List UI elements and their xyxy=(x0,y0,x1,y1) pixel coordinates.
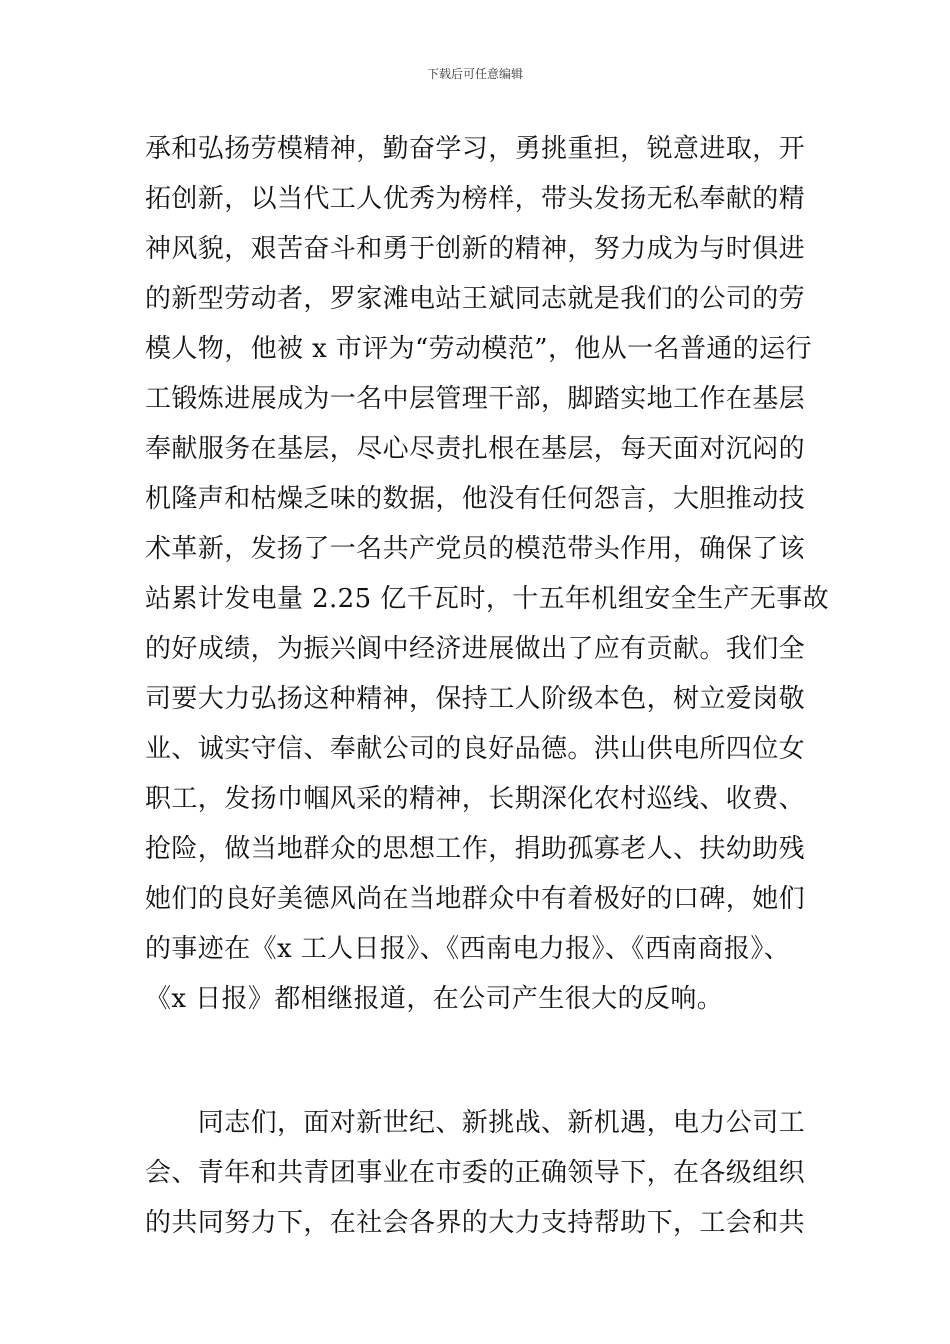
text-line: 抢险，做当地群众的思想工作，捐助孤寡老人、扶幼助残 xyxy=(145,834,806,864)
text-line: 同志们，面对新世纪、新挑战、新机遇，电力公司工 xyxy=(145,1108,806,1138)
text-line: 神风貌，艰苦奋斗和勇于创新的精神，努力成为与时俱进 xyxy=(145,234,806,264)
text-line: 承和弘扬劳模精神，勤奋学习，勇挑重担，锐意进取，开 xyxy=(145,134,806,164)
text-line: 拓创新，以当代工人优秀为榜样，带头发扬无私奉献的精 xyxy=(145,184,806,214)
text-line: 的好成绩，为振兴阆中经济进展做出了应有贡献。我们全 xyxy=(145,634,806,664)
text-line: 的新型劳动者，罗家滩电站王斌同志就是我们的公司的劳 xyxy=(145,284,806,314)
text-line: 业、诚实守信、奉献公司的良好品德。洪山供电所四位女 xyxy=(145,734,806,764)
text-line: 司要大力弘扬这种精神，保持工人阶级本色，树立爱岗敬 xyxy=(145,684,806,714)
text-line: 机隆声和枯燥乏味的数据，他没有任何怨言，大胆推动技 xyxy=(145,484,806,514)
text-line: 职工，发扬巾帼风采的精神，长期深化农村巡线、收费、 xyxy=(145,784,806,814)
text-line: 《x 日报》都相继报道，在公司产生很大的反响。 xyxy=(145,984,724,1014)
text-line: 站累计发电量 2.25 亿千瓦时，十五年机组安全生产无事故 xyxy=(145,584,830,614)
text-line: 术革新，发扬了一名共产党员的模范带头作用，确保了该 xyxy=(145,534,806,564)
text-line: 工锻炼进展成为一名中层管理干部，脚踏实地工作在基层 xyxy=(145,384,806,414)
text-line: 的事迹在《x 工人日报》、《西南电力报》、《西南商报》、 xyxy=(145,934,791,964)
page-header: 下载后可任意编辑 xyxy=(426,67,523,81)
paragraph-1 xyxy=(145,124,835,1024)
text-line: 会、青年和共青团事业在市委的正确领导下，在各级组织 xyxy=(145,1158,806,1188)
paragraph-2 xyxy=(145,1098,835,1248)
text-line: 模人物，他被 x 市评为“劳动模范”，他从一名普通的运行 xyxy=(145,334,812,364)
text-line: 她们的良好美德风尚在当地群众中有着极好的口碑，她们 xyxy=(145,884,806,914)
text-line: 的共同努力下，在社会各界的大力支持帮助下，工会和共 xyxy=(145,1208,806,1238)
text-line: 奉献服务在基层，尽心尽责扎根在基层，每天面对沉闷的 xyxy=(145,434,806,464)
